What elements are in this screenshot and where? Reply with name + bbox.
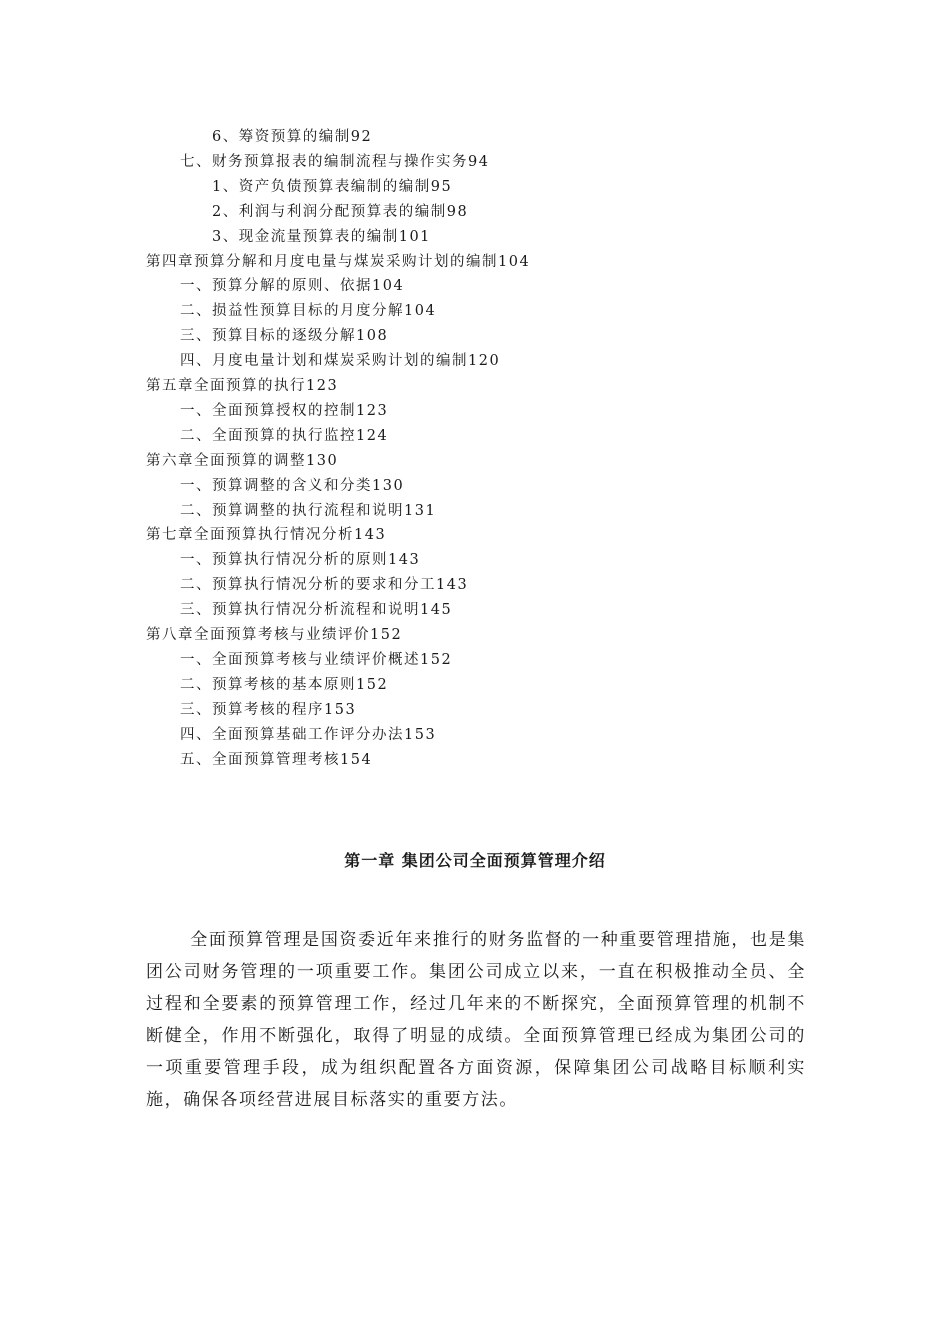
toc-section-entry: 四、全面预算基础工作评分办法153 [180,726,437,743]
toc-section-entry: 一、预算分解的原则、依据104 [180,278,405,295]
toc-section-entry: 一、预算执行情况分析的原则143 [180,552,421,569]
toc-section-entry: 二、全面预算的执行监控124 [180,427,389,444]
toc-section-entry: 四、月度电量计划和煤炭采购计划的编制120 [180,353,501,370]
chapter-title: 第一章 集团公司全面预算管理介绍 [344,851,606,870]
toc-section-entry: 三、预算考核的程序153 [180,701,357,718]
toc-section-entry: 二、损益性预算目标的月度分解104 [180,303,437,320]
toc-section-entry: 一、全面预算授权的控制123 [180,402,389,419]
toc-section-entry: 二、预算执行情况分析的要求和分工143 [180,577,469,594]
toc-chapter-entry: 第八章全面预算考核与业绩评价152 [146,627,403,643]
toc-section-entry: 二、预算考核的基本原则152 [180,676,389,693]
toc-section-entry: 三、预算目标的逐级分解108 [180,328,389,345]
toc-section-entry: 七、财务预算报表的编制流程与操作实务94 [180,153,490,170]
toc-section-entry: 二、预算调整的执行流程和说明131 [180,502,437,519]
chapter-intro-paragraph: 全面预算管理是国资委近年来推行的财务监督的一种重要管理措施，也是集团公司财务管理的一项重要工作。集团公司成立以来，一直在积极推动全员、全过程和全要素的预算管理工作，经过几年来的不断探究，全面预算管理的机制不断健全，作用不断强化，取得了明显的成绩。全面预算管理已经成为集团公司的一项重要管理手段，成为组织配置各方面资源，保障集团公司战略目标顺利实施，确保各项经营进展目标落实的重要方法。 [146,930,806,1110]
toc-section-entry: 6、筹资预算的编制92 [212,129,373,145]
toc-section-entry: 3、现金流量预算表的编制101 [212,228,431,245]
toc-chapter-entry: 第四章预算分解和月度电量与煤炭采购计划的编制104 [146,253,531,270]
toc-chapter-entry: 第五章全面预算的执行123 [146,378,339,394]
toc-section-entry: 三、预算执行情况分析流程和说明145 [180,602,453,619]
toc-chapter-entry: 第六章全面预算的调整130 [146,452,339,469]
toc-section-entry: 2、利润与利润分配预算表的编制98 [212,203,469,220]
toc-section-entry: 一、全面预算考核与业绩评价概述152 [180,651,453,668]
toc-section-entry: 一、预算调整的含义和分类130 [180,477,405,494]
toc-section-entry: 1、资产负债预算表编制的编制95 [212,178,453,195]
toc-section-entry: 五、全面预算管理考核154 [180,751,373,768]
toc-chapter-entry: 第七章全面预算执行情况分析143 [146,527,387,544]
